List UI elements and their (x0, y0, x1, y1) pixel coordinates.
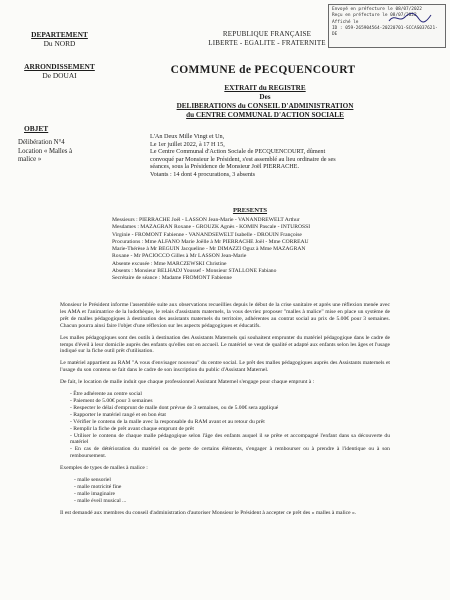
session-info (150, 133, 385, 179)
votants-line: Votants : 14 dont 4 procurations, 3 absents (150, 170, 256, 178)
list-item: - malle sensoriel (74, 477, 390, 484)
signature-icon (387, 11, 433, 25)
deliberation-subject (12, 139, 107, 165)
session-line: Le 1er juillet 2022, à 17 H 15, (150, 140, 225, 148)
body-paragraph: Les malles pédagogiques sont des outils à destination des Assistants Maternels qui souhaitent emprunter du matériel pédagogique dans le cadre de temps d'éveil à leur domicile auprès des enfants qu'elles ont en accueil. Le matériel se veut de qualité et adapté aux enfants selon les âges et l'usage indiqué sur la fiche outil prêt d'utilisation. (60, 334, 390, 355)
stamp-line: ID : 059-265904564-20220701-SCCAS037621-DE (332, 25, 438, 38)
stamp-line: Reçu en préfecture le 08/07/2022 (332, 13, 417, 19)
list-item: - Vérifier le contenu de la malle avec la responsable du RAM avant et au retour du prêt (70, 419, 390, 426)
malle-types-list (60, 477, 390, 505)
republic-motto: LIBERTE - EGALITE - FRATERNITE (208, 38, 326, 47)
attendance-line: Absents : Monsieur BELHADJ Youssef - Monsieur STALLONE Fabiano (112, 268, 277, 275)
deliberations-heading: DELIBERATIONS du CONSEIL D'ADMINISTRATION (176, 102, 354, 110)
prefecture-stamp (328, 4, 446, 48)
list-item: - malle imaginaire (74, 491, 390, 498)
body-paragraph: Monsieur le Président informe l'assemblée suite aux observations recueillies depuis le début de la crise sanitaire et après une réflexion menée avec les AMA et l'animatrice de la ludothèque, le relais d'assistants maternels, la vous devriez proposer "malles à malice" mise en place un système de prêt de malles pédagogiques à destination des assistants maternels du territoire, adhérentes au contrat social au prix de 5.00€ pour 3 semaines. Chacun pourra ainsi faire l'objet d'une réflexion sur les aspects pédagogiques et éducatifs. (60, 302, 390, 329)
attendance-line: Roxane - Mr PACIOCCO Gilles à Mr LASSON Jean-Marie (112, 253, 247, 260)
session-line: séances, sous la Présidence de Monsieur Joël PIERRACHE. (150, 163, 299, 171)
body-paragraph: De fait, le location de malle induit que chaque professionnel Assistant Maternel s'engage pour chaque emprunt à : (60, 379, 315, 386)
presents-heading: PRESENTS (232, 207, 268, 214)
session-line: convoqué par Monsieur le Président, s'est assemblé au lieu ordinaire de ses (150, 155, 336, 163)
attendance-line: Messieurs : PIERRACHE Joël - LASSON Jean-Marie - VANANDREWELT Arthur (112, 217, 300, 223)
deliberation-title-line: Location « Malles à (18, 147, 73, 155)
arrondissement-name: De DOUAI (42, 71, 77, 80)
list-item: - Être adhérente au centre social (70, 391, 390, 398)
deliberation-number: Délibération N°4 (18, 139, 65, 146)
session-line: Le Centre Communal d'Action Sociale de PECQUENCOURT, dûment (150, 148, 326, 156)
body-paragraph: Exemples de types de malles à malice : (60, 465, 148, 472)
arrondissement-label: ARRONDISSEMENT (24, 62, 95, 71)
list-item: - Paiement de 5.00€ pour 3 semaines (70, 398, 390, 405)
department-name: Du NORD (43, 39, 76, 48)
list-item: - En cas de détérioration du matériel ou de perte de certains éléments, s'engager à rembourser ou à prendre à l'identique ou à son remboursement. (70, 446, 390, 460)
list-item: - malle motricité fine (74, 484, 390, 491)
body-paragraph: Il est demandé aux membres du conseil d'administration d'autoriser Monsieur le Président à accepter ce prêt des « malles à malice ». (60, 509, 357, 516)
objet-label: OBJET (24, 124, 49, 133)
republic-header (192, 30, 342, 47)
list-item: - Utiliser le contenu de chaque malle pédagogique selon l'âge des enfants auquel il se prête et accompagné l'enfant dans sa découverte du matériel (70, 433, 390, 447)
attendance-list (112, 217, 412, 283)
register-headings (135, 84, 395, 120)
session-line: L'An Deux Mille Vingt et Un, (150, 133, 225, 140)
commune-title: COMMUNE de PECQUENCOURT (170, 64, 356, 76)
ccas-heading: du CENTRE COMMUNAL D'ACTION SOCIALE (186, 111, 344, 119)
des-heading: Des (259, 93, 271, 101)
deliberation-body (60, 302, 390, 522)
extrait-heading: EXTRAIT du REGISTRE (224, 84, 306, 92)
attendance-line: Marie-Thérèse à Mr BEGUIN Jacqueline - Mr DIMAZZI Oguz à Mme MAZAGRAN (112, 246, 306, 253)
attendance-line: Virginie - FROMONT Fabienne - VANANDSEWELT Isabelle - DROUIN Françoise (112, 231, 302, 238)
list-item: - Rapporter le matériel rangé et en bon état (70, 412, 390, 419)
department-label: DEPARTEMENT (31, 30, 88, 39)
deliberation-title-line: malice » (18, 156, 42, 163)
republic-name: REPUBLIQUE FRANÇAISE (222, 30, 312, 38)
list-item: - Respecter le délai d'emprunt de malle dont prévue de 3 semaines, ou de 5.00€ sera appliqué (70, 405, 390, 412)
stamp-line: Envoyé en préfecture le 08/07/2022 (332, 7, 422, 12)
list-item: - Remplir la fiche de prêt avant chaque emprunt de prêt (70, 426, 390, 433)
list-item: - malle éveil musical ... (74, 498, 390, 505)
stamp-line: Affiché le (332, 19, 359, 25)
attendance-line: Mesdames : MAZAGRAN Roxane - GROUZK Agnès - KOMIN Pascale - INTUROSSI (112, 224, 311, 231)
body-paragraph: Le matériel appartient au RAM "A vous d'envisager nouveau" du centre social. Le prêt des malles pédagogiques auprès des Assistants maternels et l'usage du son contenu se fait dans le cadre de son inscription du public d'Assistant Maternel. (60, 360, 390, 374)
left-header (12, 30, 107, 165)
attendance-line: Procurations : Mme ALFANO Marie Joëlle à Mr PIERRACHE Joël - Mme CORREAU (112, 238, 309, 245)
attendance-line: Secrétaire de séance : Madame FROMONT Fabienne (112, 275, 232, 282)
attendance-line: Absente excusée : Mme MARCZEWSKI Christine (112, 260, 227, 267)
commitments-list (60, 391, 390, 460)
